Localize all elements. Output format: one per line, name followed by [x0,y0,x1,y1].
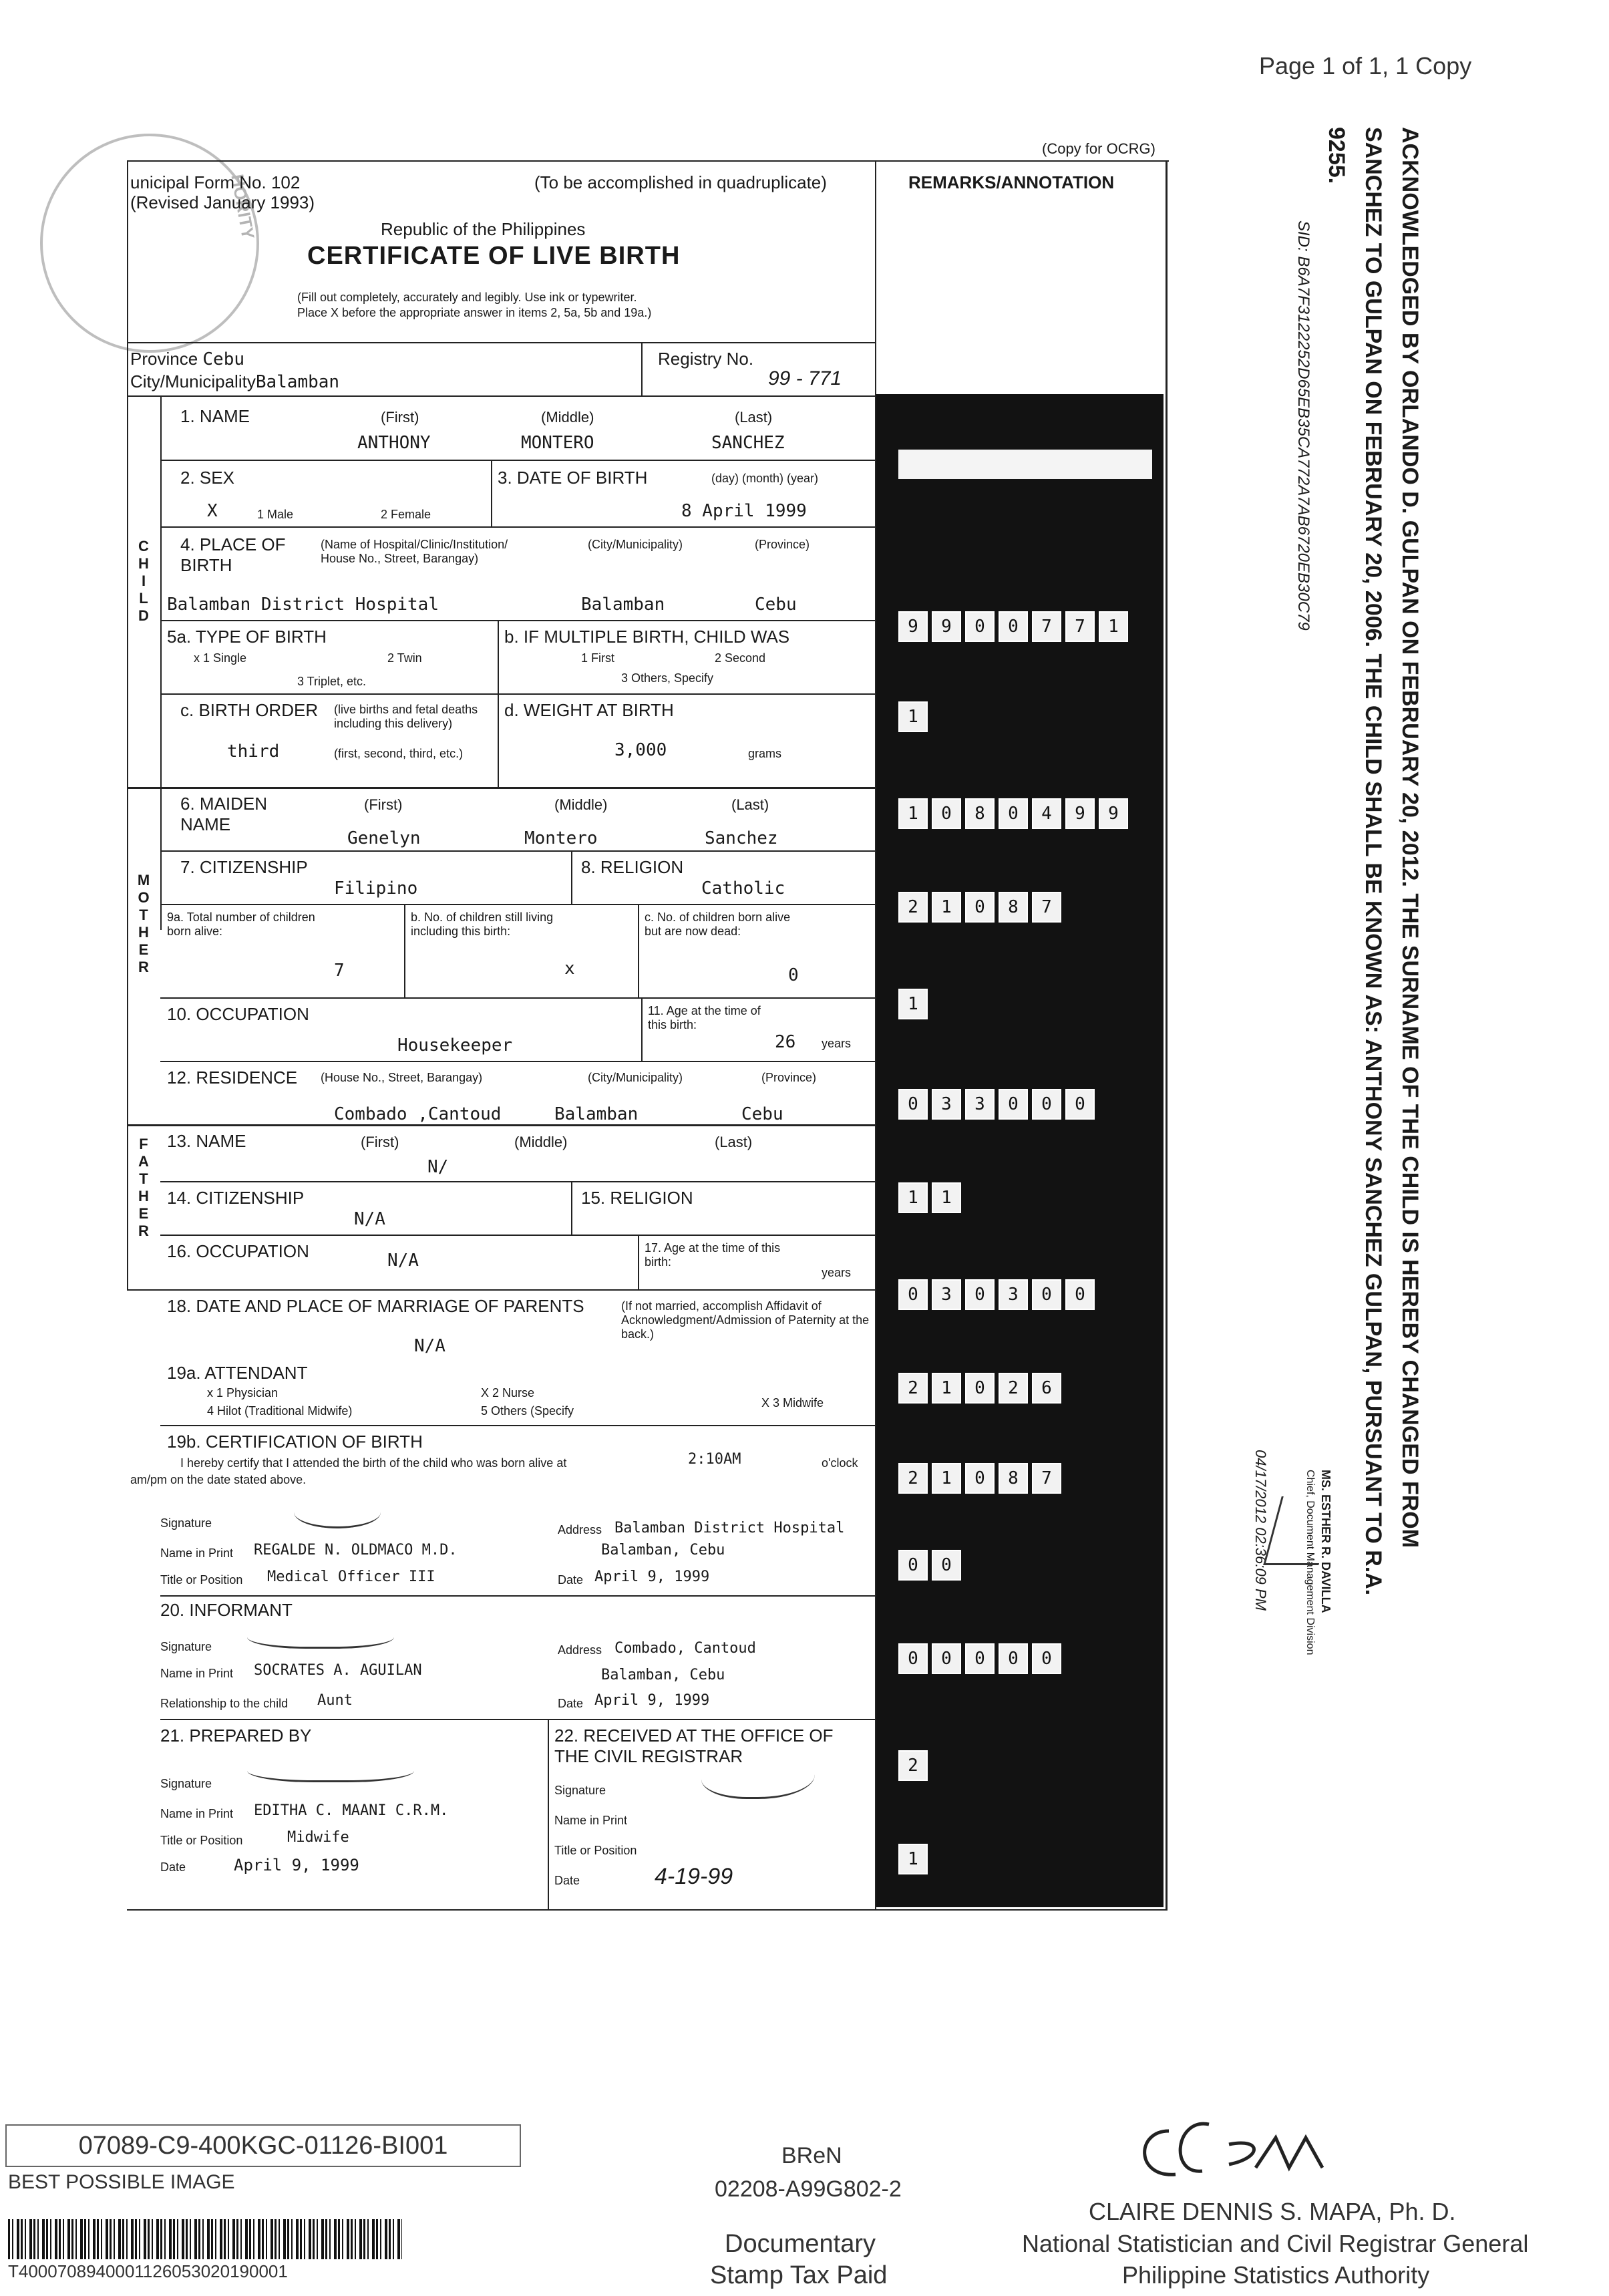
certification-oclock: o'clock [822,1456,858,1470]
form-number: unicipal Form No. 102 [130,172,301,192]
stamp-tax-line-1: Documentary [725,2230,876,2258]
dob-value: 8 April 1999 [681,501,807,521]
received-signature-label: Signature [554,1784,606,1797]
code-digit: 9 [898,611,928,642]
code-digit: 7 [1032,1463,1061,1494]
pob-hint: (Name of Hospital/Clinic/Institution/ House No., Street, Barangay) [321,538,508,565]
instructions-2: Place X before the appropriate answer in items 2, 5a, 5b and 19a.) [297,306,652,319]
code-digit: 1 [932,892,961,923]
attendant-label: 19a. ATTENDANT [167,1363,308,1383]
birth-order-label: c. BIRTH ORDER [180,700,319,720]
city-label: City/Municipality [130,371,256,391]
code-digit: 0 [1032,1643,1061,1674]
father-name: N/ [427,1157,449,1177]
birth-order-value: third [227,742,280,762]
code-row [898,892,1061,923]
prepared-title-label: Title or Position [160,1834,243,1847]
birth-order-hint: (live births and fetal deaths including this delivery) [334,703,478,730]
informant-signature-label: Signature [160,1640,212,1653]
informant-address-label: Address [558,1643,602,1657]
cert-name-label: Name in Print [160,1546,234,1560]
city-value: Balamban [255,372,340,392]
code-digit: 9 [1065,798,1095,829]
child-middle-label: (Middle) [541,409,594,426]
code-digit: 2 [898,1750,928,1781]
father-occupation-label: 16. OCCUPATION [167,1241,309,1261]
signatory-name: CLAIRE DENNIS S. MAPA, Ph. D. [1089,2198,1456,2225]
code-digit: 0 [932,1550,961,1581]
received-title-label: Title or Position [554,1844,637,1857]
annotation-blank-box [898,450,1152,479]
code-digit: 0 [898,1550,928,1581]
sex-mark: X [207,501,218,521]
informant-label: 20. INFORMANT [160,1600,293,1620]
registrar-signature [1129,2111,1356,2184]
father-first-label: (First) [361,1134,399,1150]
informant-signature [247,1620,394,1649]
child-side-label: C H I L D [138,538,149,624]
prepared-date-label: Date [160,1860,186,1874]
annotation-line-2: SANCHEZ TO GULPAN ON FEBRUARY 20, 2006. THE CHILD SHALL BE KNOWN AS: ANTHONY SANCHEZ GULPAN, PURSUANT TO R.A. [1361,127,1386,1596]
bren-label: BReN [781,2143,842,2168]
code-row [898,1182,961,1213]
prepared-title: Midwife [287,1829,349,1846]
code-digit: 1 [932,1182,961,1213]
mother-religion-label: 8. RELIGION [581,857,684,877]
informant-name: SOCRATES A. AGUILAN [254,1662,422,1679]
officer-title: Chief, Document Management Division [1304,1470,1316,1655]
reference-code: 07089-C9-400KGC-01126-BI001 [78,2131,448,2160]
code-digit: 8 [965,798,995,829]
code-digit: 7 [1032,892,1061,923]
child-first-label: (First) [381,409,419,426]
officer-name: MS. ESTHER R. DAVILLA [1319,1470,1332,1613]
code-digit: 2 [898,1463,928,1494]
pob-province: Cebu [755,595,797,615]
code-digit: 3 [999,1279,1028,1310]
informant-date: April 9, 1999 [594,1692,710,1709]
living-value: x [564,959,575,979]
code-digit: 1 [932,1463,961,1494]
father-name-label: 13. NAME [167,1131,246,1151]
code-digit: 1 [898,1844,928,1874]
attendant-nurse: X 2 Nurse [481,1386,535,1400]
code-digit: 8 [999,1463,1028,1494]
mother-age-unit: years [822,1037,852,1050]
pob-label: 4. PLACE OF BIRTH [180,534,286,575]
cert-address-label: Address [558,1523,602,1536]
code-digit: 0 [1065,1279,1095,1310]
code-digit: 0 [999,1643,1028,1674]
total-born-label: 9a. Total number of children born alive: [167,911,315,938]
dead-label: c. No. of children born alive but are now dead: [645,911,791,938]
child-name-label: 1. NAME [180,406,250,426]
received-signature [701,1750,815,1799]
informant-relationship: Aunt [317,1692,353,1709]
code-row [898,798,1128,829]
code-digit: 7 [1065,611,1095,642]
cert-date: April 9, 1999 [594,1569,710,1585]
code-digit: 2 [898,1373,928,1404]
marriage-label: 18. DATE AND PLACE OF MARRIAGE OF PARENTS [167,1296,584,1316]
code-digit: 0 [1032,1089,1061,1120]
type-twin-option: 2 Twin [387,651,422,665]
mother-religion: Catholic [701,878,785,898]
multiple-first-option: 1 First [581,651,615,665]
prepared-signature [247,1754,414,1782]
code-row [898,1463,1061,1494]
type-triplet-option: 3 Triplet, etc. [297,675,367,688]
registry-label: Registry No. [658,349,754,369]
bren-code: 02208-A99G802-2 [715,2176,902,2202]
mother-middle-name: Montero [524,828,598,848]
code-digit: 8 [999,892,1028,923]
received-date-label: Date [554,1874,580,1887]
maiden-name-label: 6. MAIDEN NAME [180,794,268,834]
code-digit: 1 [898,989,928,1019]
cert-date-label: Date [558,1573,584,1587]
code-digit: 4 [1032,798,1061,829]
residence-province-label: (Province) [761,1071,817,1084]
living-label: b. No. of children still living including this birth: [411,911,554,938]
prepared-date: April 9, 1999 [234,1856,359,1874]
accomplish-note: (To be accomplished in quadruplicate) [534,172,827,192]
cert-address-2: Balamban, Cebu [601,1542,725,1559]
dob-label: 3. DATE OF BIRTH [498,468,648,488]
code-digit: 7 [1032,611,1061,642]
received-name-label: Name in Print [554,1814,628,1827]
prepared-label: 21. PREPARED BY [160,1726,312,1746]
informant-name-label: Name in Print [160,1667,234,1680]
code-digit: 0 [999,611,1028,642]
republic-label: Republic of the Philippines [381,219,586,239]
code-row [898,989,928,1019]
multiple-second-option: 2 Second [715,651,766,665]
mother-first-name: Genelyn [347,828,421,848]
type-single-option: x 1 Single [194,651,247,665]
annotation-line-1: ACKNOWLEDGED BY ORLANDO D. GULPAN ON FEBRUARY 20, 2012. THE SURNAME OF THE CHILD IS HEREBY CHANGED FROM [1397,127,1423,1548]
mother-occupation: Housekeeper [397,1035,513,1055]
barcode-number: T4000708940001126053020190001 [8,2261,288,2281]
page-label: Page 1 of 1, 1 Copy [1259,52,1472,79]
mother-citizenship: Filipino [334,878,418,898]
code-digit: 0 [965,611,995,642]
residence-label: 12. RESIDENCE [167,1068,298,1088]
province-label: Province [130,349,198,369]
code-digit: 2 [898,892,928,923]
residence-hint: (House No., Street, Barangay) [321,1071,483,1084]
mother-last-name: Sanchez [705,828,778,848]
informant-relationship-label: Relationship to the child [160,1697,289,1710]
sex-label: 2. SEX [180,468,234,488]
prepared-name: EDITHA C. MAANI C.R.M. [254,1802,449,1819]
father-side-label: F A T H E R [138,1136,149,1239]
code-digit: 0 [965,1373,995,1404]
attendant-others: 5 Others (Specify [481,1404,574,1418]
mother-side-label: M O T H E R [137,872,150,975]
cert-signature [294,1496,381,1528]
dead-value: 0 [788,965,799,985]
father-age-unit: years [822,1266,852,1279]
father-occupation: N/A [387,1251,419,1271]
weight-value: 3,000 [614,740,667,760]
father-middle-label: (Middle) [514,1134,568,1150]
attendant-midwife: X 3 Midwife [761,1396,824,1410]
province-value: Cebu [202,349,245,369]
sex-female-option: 2 Female [381,508,431,521]
cert-title-label: Title or Position [160,1573,243,1587]
signatory-title: National Statistician and Civil Registrar General [1022,2230,1529,2257]
multiple-others-option: 3 Others, Specify [621,671,714,685]
mother-first-label: (First) [364,796,403,813]
father-age-label: 17. Age at the time of this birth: [645,1241,781,1269]
code-digit: 0 [898,1089,928,1120]
code-digit: 1 [898,798,928,829]
father-last-label: (Last) [715,1134,753,1150]
prepared-signature-label: Signature [160,1777,212,1790]
reference-code-box [5,2124,521,2167]
marriage-hint: (If not married, accomplish Affidavit of Acknowledgment/Admission of Paternity at the back.) [621,1299,870,1341]
sex-male-option: 1 Male [257,508,294,521]
cert-name: REGALDE N. OLDMACO M.D. [254,1542,458,1559]
code-digit: 0 [898,1279,928,1310]
registry-value: 99 - 771 [768,367,842,389]
code-row [898,611,1128,642]
code-digit: 1 [1099,611,1128,642]
code-row [898,1089,1095,1120]
code-digit: 0 [965,1643,995,1674]
code-row [898,1643,1061,1674]
pob-place: Balamban District Hospital [167,595,439,615]
residence-city-label: (City/Municipality) [588,1071,683,1084]
code-digit: 2 [999,1373,1028,1404]
remarks-title: REMARKS/ANNOTATION [908,172,1115,192]
mother-middle-label: (Middle) [554,796,608,813]
code-digit: 1 [932,1373,961,1404]
residence-value: Combado ,Cantoud [334,1104,502,1124]
barcode-graphic [8,2219,402,2259]
certification-text-2: am/pm on the date stated above. [130,1473,307,1486]
code-digit: 6 [1032,1373,1061,1404]
cert-address-1: Balamban District Hospital [614,1520,845,1536]
code-digit: 3 [932,1089,961,1120]
residence-city: Balamban [554,1104,639,1124]
mother-age: 26 [775,1032,796,1052]
code-digit: 3 [932,1279,961,1310]
mother-citizenship-label: 7. CITIZENSHIP [180,857,308,877]
child-last-name: SANCHEZ [711,433,785,453]
code-digit: 1 [898,701,928,732]
code-digit: 3 [965,1089,995,1120]
cert-title: Medical Officer III [267,1569,435,1585]
pob-province-label: (Province) [755,538,810,551]
signatory-org: Philippine Statistics Authority [1122,2261,1430,2289]
pob-city: Balamban [581,595,665,615]
child-middle-name: MONTERO [521,433,594,453]
child-first-name: ANTHONY [357,433,431,453]
code-digit: 0 [965,1463,995,1494]
code-digit: 0 [1032,1279,1061,1310]
informant-date-label: Date [558,1697,584,1710]
code-digit: 9 [1099,798,1128,829]
code-row [898,701,928,732]
certification-text: I hereby certify that I attended the birth of the child who was born alive at [180,1456,567,1470]
father-citizenship-label: 14. CITIZENSHIP [167,1188,305,1208]
mother-last-label: (Last) [731,796,769,813]
best-image-label: BEST POSSIBLE IMAGE [8,2171,235,2193]
annotation-line-3: 9255. [1324,127,1349,184]
code-digit: 0 [965,1279,995,1310]
weight-label: d. WEIGHT AT BIRTH [504,700,674,720]
code-row [898,1844,928,1874]
code-digit: 0 [932,798,961,829]
received-date: 4-19-99 [655,1864,733,1889]
code-digit: 0 [932,1643,961,1674]
code-digit: 9 [932,611,961,642]
code-digit: 0 [965,892,995,923]
code-digit: 0 [898,1643,928,1674]
informant-address-1: Combado, Cantoud [614,1640,756,1657]
father-religion-label: 15. RELIGION [581,1188,693,1208]
code-row [898,1550,961,1581]
informant-address-2: Balamban, Cebu [601,1667,725,1683]
copy-for-label: (Copy for OCRG) [1042,140,1155,157]
code-row [898,1750,928,1781]
stamp-text: HORITY [227,172,258,241]
birth-order-sub: (first, second, third, etc.) [334,747,464,760]
attendant-hilot: 4 Hilot (Traditional Midwife) [207,1404,353,1418]
mother-occupation-label: 10. OCCUPATION [167,1004,309,1024]
instructions-1: (Fill out completely, accurately and legibly. Use ink or typewriter. [297,291,637,304]
pob-city-label: (City/Municipality) [588,538,683,551]
annotation-timestamp: 04/17/2012 02:36:09 PM [1252,1450,1269,1611]
type-of-birth-label: 5a. TYPE OF BIRTH [167,627,327,647]
residence-province: Cebu [741,1104,783,1124]
code-row [898,1279,1095,1310]
attendant-physician: x 1 Physician [207,1386,279,1400]
mother-age-label: 11. Age at the time of this birth: [648,1004,761,1031]
code-digit: 1 [898,1182,928,1213]
weight-unit: grams [748,747,782,760]
prepared-name-label: Name in Print [160,1807,234,1820]
code-row [898,1373,1061,1404]
received-label: 22. RECEIVED AT THE OFFICE OF THE CIVIL REGISTRAR [554,1726,834,1766]
code-digit: 0 [999,798,1028,829]
certification-time: 2:10AM [688,1451,741,1468]
marriage-value: N/A [414,1336,445,1356]
multiple-birth-label: b. IF MULTIPLE BIRTH, CHILD WAS [504,627,790,647]
certificate-title: CERTIFICATE OF LIVE BIRTH [307,242,681,270]
dob-parts: (day) (month) (year) [711,472,819,485]
certification-label: 19b. CERTIFICATION OF BIRTH [167,1432,423,1452]
father-citizenship: N/A [354,1209,385,1229]
revised-date: (Revised January 1993) [130,192,315,212]
code-digit: 0 [999,1089,1028,1120]
stamp-tax-line-2: Stamp Tax Paid [710,2261,888,2289]
code-digit: 0 [1065,1089,1095,1120]
total-born-value: 7 [334,961,345,981]
child-last-label: (Last) [735,409,773,426]
annotation-sid: SID: B6A7F3122252D65EB35CA772A7AB6720EB30C79 [1294,220,1312,631]
cert-signature-label: Signature [160,1516,212,1530]
